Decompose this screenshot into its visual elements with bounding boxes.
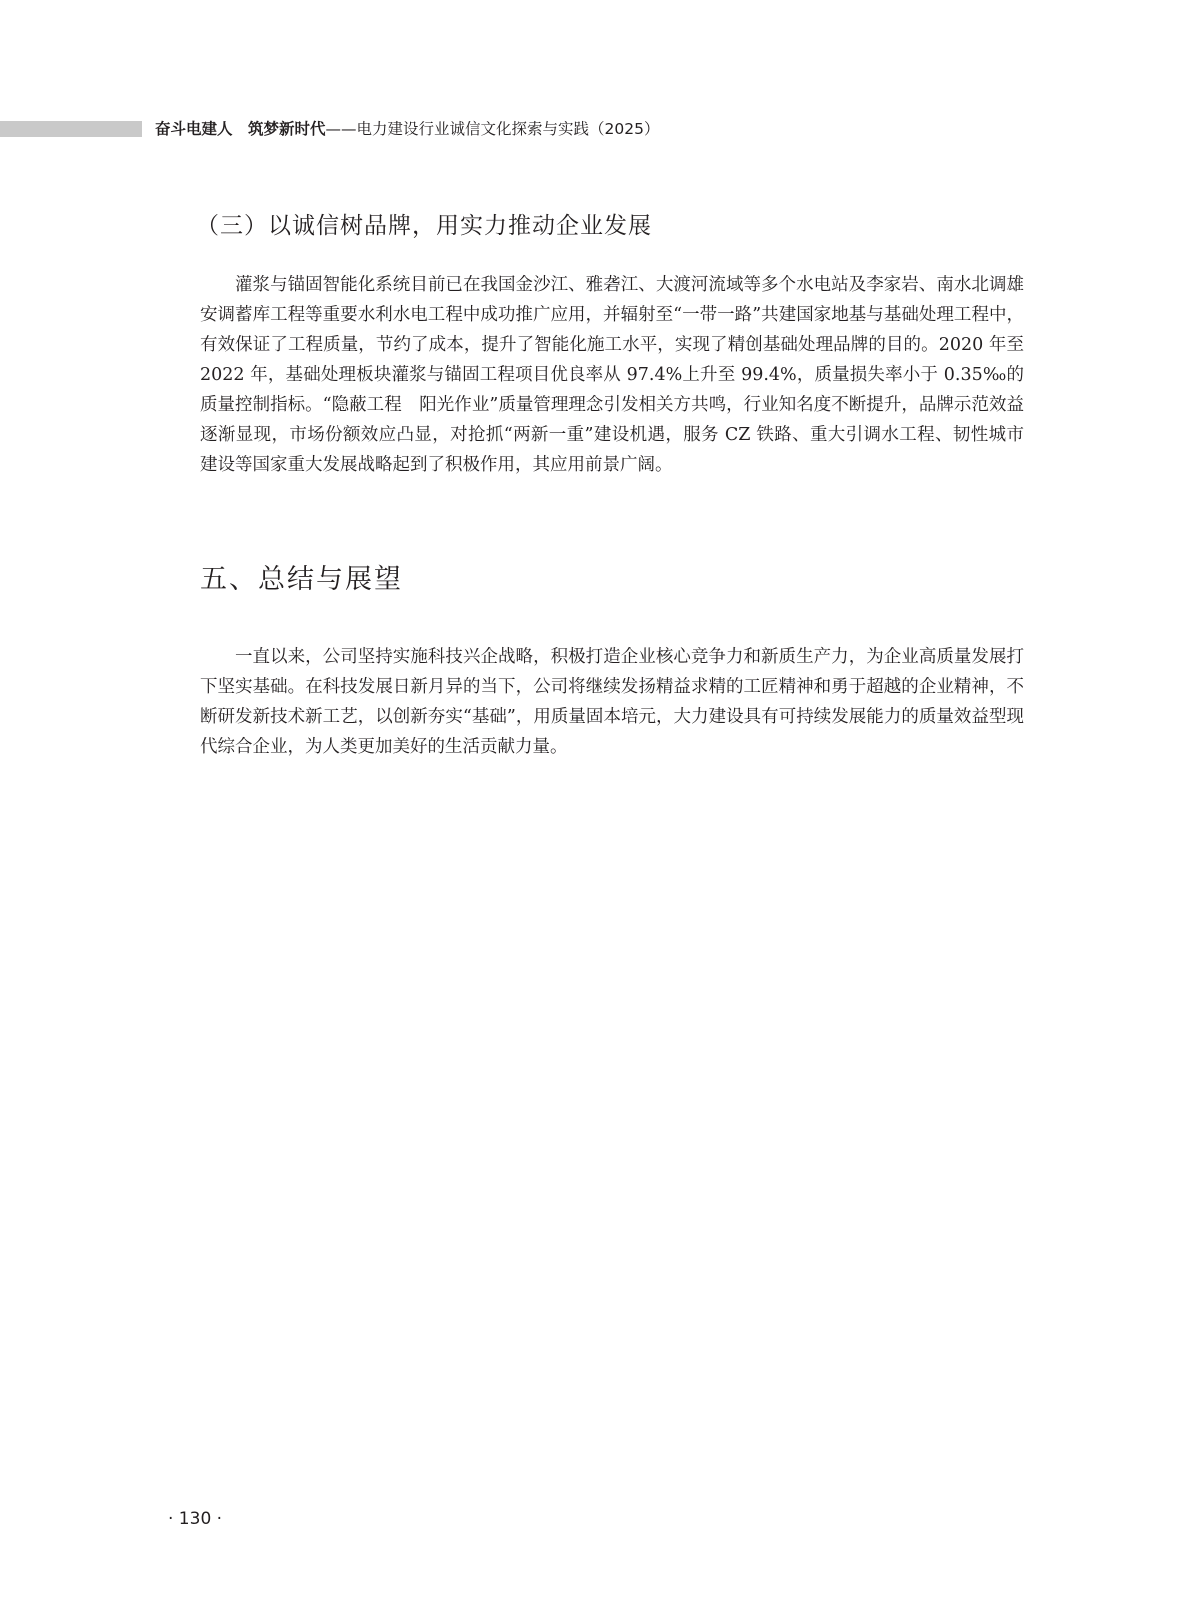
subsection-paragraph: 灌浆与锚固智能化系统目前已在我国金沙江、雅砻江、大渡河流域等多个水电站及李家岩、南水北调雄安调蓄库工程等重要水利水电工程中成功推广应用，并辐射至“一带一路”共建国家地基与基础处理工程中，有效保证了工程质量，节约了成本，提升了智能化施工水平，实现了精创基础处理品牌的目的。2020 年至 2022 年，基础处理板块灌浆与锚固工程项目优良率从 97.4%上升至 99.4%，质量损失率小于 0.35‰的质量控制指标。“隐蔽工程 阳光作业”质量管理理念引发相关方共鸣，行业知名度不断提升，品牌示范效益逐渐显现，市场份额效应凸显，对抢抓“两新一重”建设机遇，服务 CZ 铁路、重大引调水工程、韧性城市建设等国家重大发展战略起到了积极作用，其应用前景广阔。 (200, 275, 1024, 475)
running-header-title: 奋斗电建人 筑梦新时代 (155, 120, 326, 138)
running-header-subtitle: ——电力建设行业诚信文化探索与实践（2025） (325, 120, 660, 138)
header-decoration-bar (0, 121, 142, 137)
section-paragraph: 一直以来，公司坚持实施科技兴企战略，积极打造企业核心竞争力和新质生产力，为企业高质量发展打下坚实基础。在科技发展日新月异的当下，公司将继续发扬精益求精的工匠精神和勇于超越的企业精神，不断研发新技术新工艺，以创新夯实“基础”，用质量固本培元，大力建设具有可持续发展能力的质量效益型现代综合企业，为人类更加美好的生活贡献力量。 (200, 647, 1024, 757)
section-heading: 五、总结与展望 (200, 564, 403, 595)
running-header (155, 118, 659, 140)
page-number: · 130 · (168, 1509, 223, 1529)
subsection-heading: （三）以诚信树品牌，用实力推动企业发展 (196, 213, 652, 239)
